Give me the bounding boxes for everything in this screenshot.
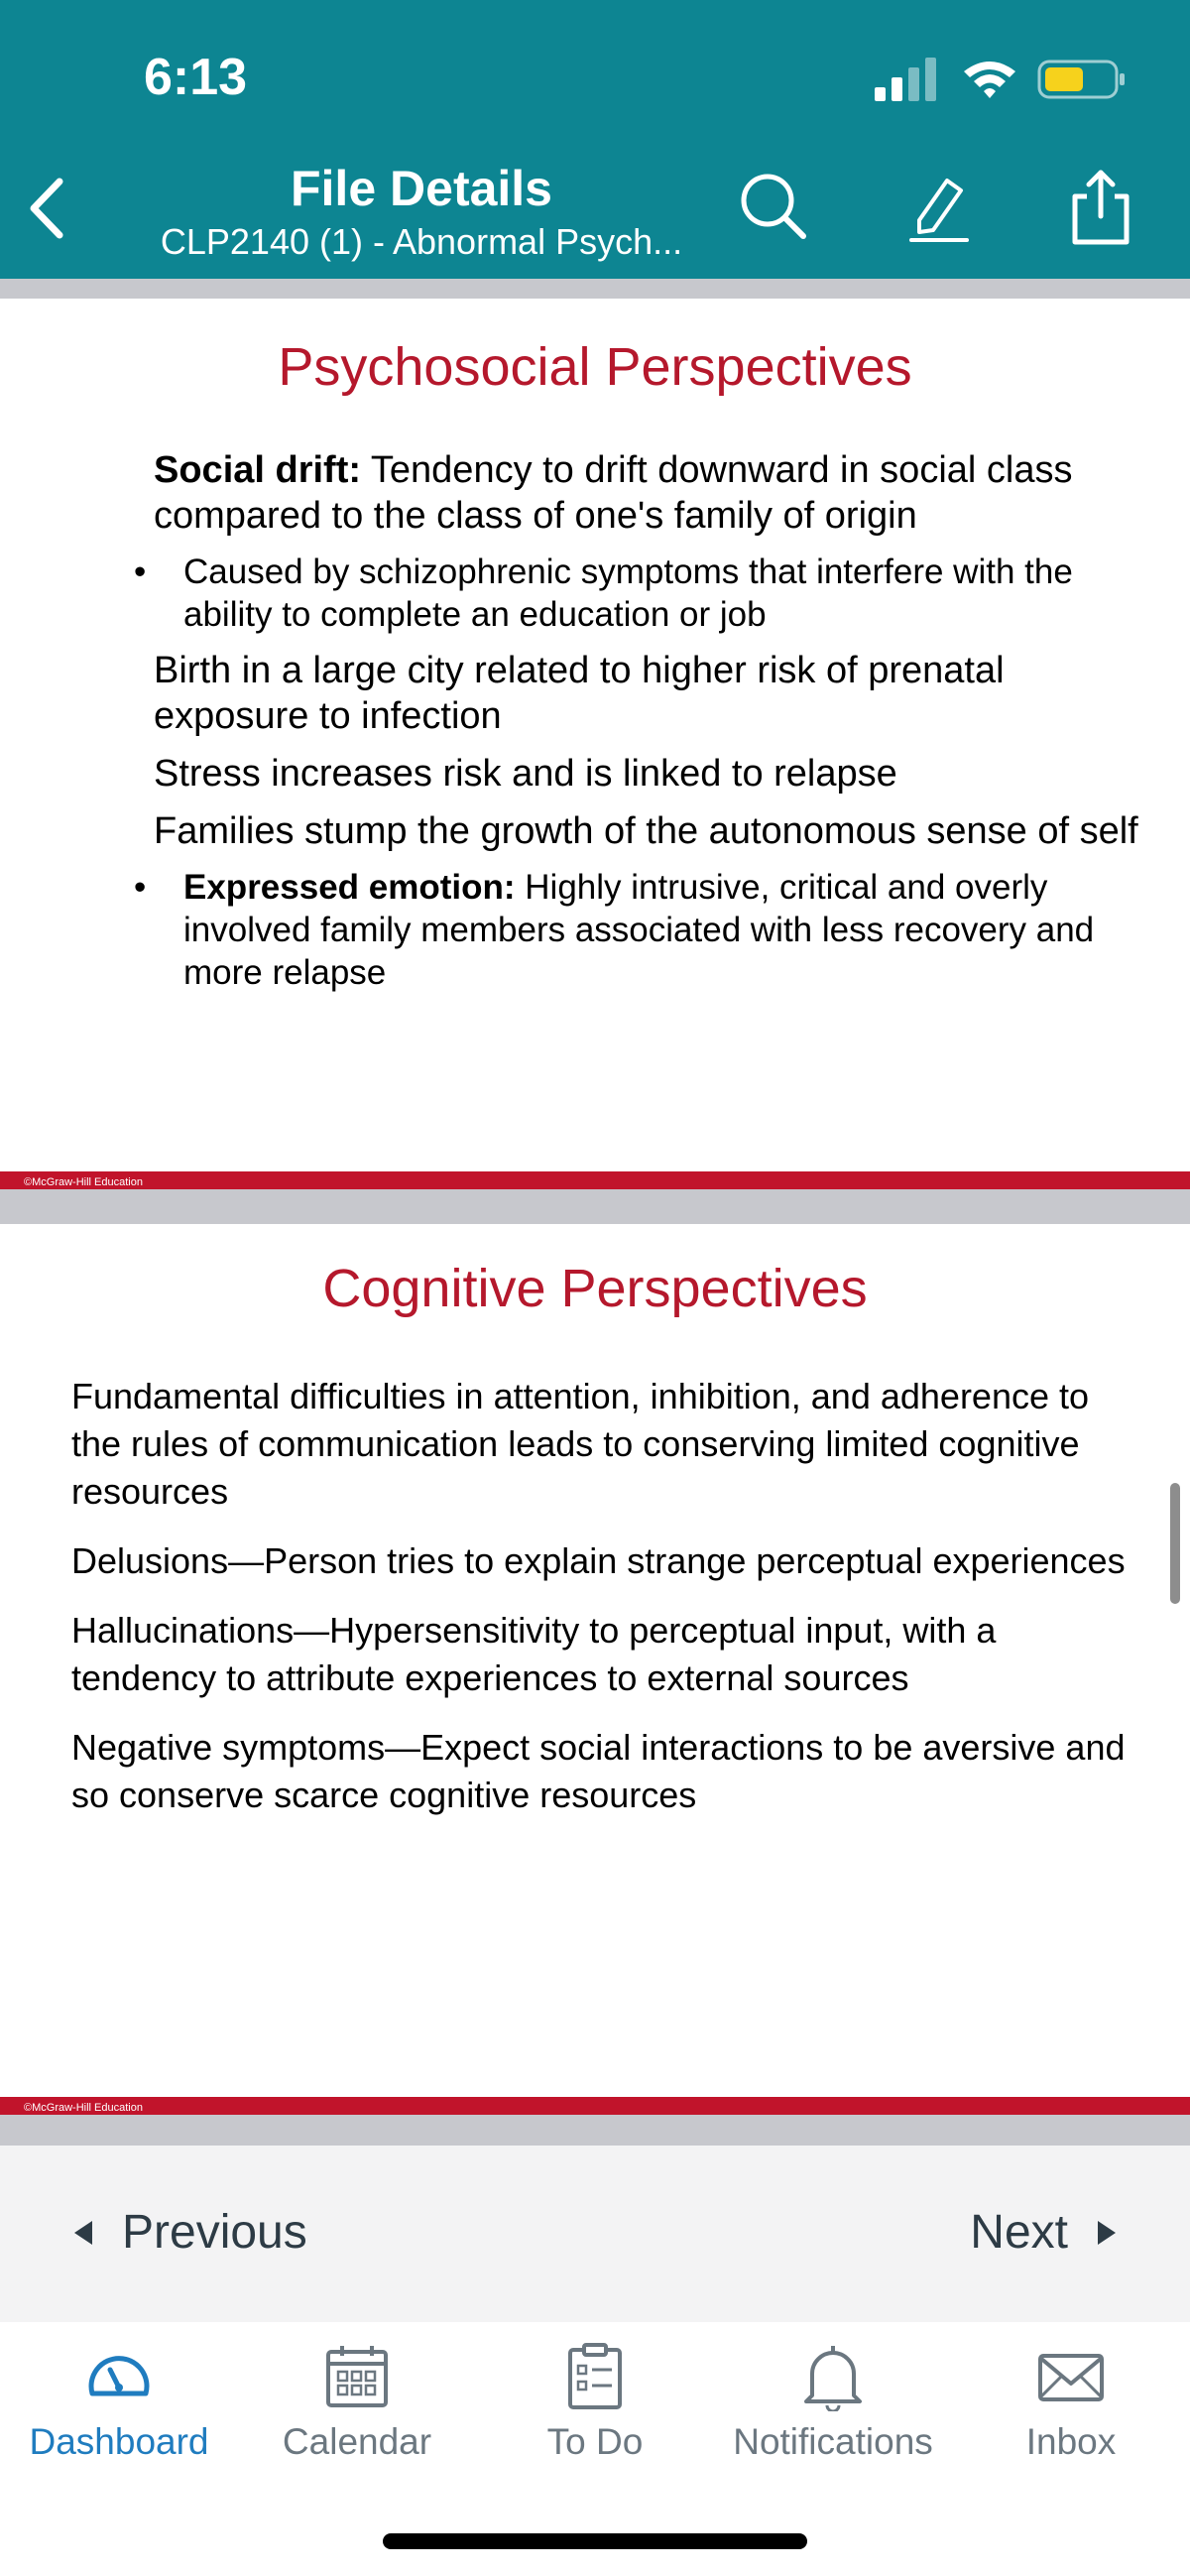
slide-psychosocial	[0, 299, 1190, 1188]
copyright: ©McGraw-Hill Education	[24, 2102, 143, 2114]
annotate-icon[interactable]	[897, 167, 977, 246]
paragraph: Negative symptoms—Expect social interactions to be aversive and so conserve scarce cognitive resources	[71, 1727, 1126, 1815]
slide-body	[71, 1373, 1142, 1841]
slide-cognitive	[0, 1224, 1190, 2114]
tab-inbox[interactable]	[952, 2322, 1190, 2481]
bullet-item	[134, 866, 1145, 994]
slide-body	[134, 447, 1145, 1006]
tab-label: Inbox	[1025, 2421, 1117, 2462]
paragraph: Fundamental difficulties in attention, inhibition, and adherence to the rules of communication leads to conserving limited cognitive resources	[71, 1376, 1090, 1512]
tab-notifications[interactable]	[714, 2322, 952, 2481]
bell-icon	[798, 2342, 868, 2411]
battery-icon	[1037, 60, 1127, 99]
social-drift-paragraph	[154, 447, 1145, 539]
tab-label: To Do	[546, 2421, 644, 2462]
bullet-text: Caused by schizophrenic symptoms that interfere with the ability to complete an education or job	[183, 552, 1073, 634]
back-icon[interactable]	[22, 174, 71, 243]
tab-dashboard[interactable]	[0, 2322, 238, 2481]
tab-bar	[0, 2322, 1190, 2576]
social-drift-term: Social drift:	[154, 449, 362, 491]
app-header	[0, 0, 1190, 279]
slide-footer-bar	[0, 2097, 1190, 2115]
page-title: File Details	[291, 161, 552, 216]
scrollbar-thumb[interactable]	[1170, 1483, 1180, 1604]
previous-label: Previous	[122, 2206, 307, 2259]
title-block	[119, 159, 724, 266]
dashboard-icon	[84, 2342, 154, 2411]
page-subtitle: CLP2140 (1) - Abnormal Psych...	[160, 221, 683, 262]
tab-label: Notifications	[733, 2421, 933, 2462]
caret-right-icon	[1098, 2221, 1116, 2245]
paragraph: Delusions—Person tries to explain strange perceptual experiences	[71, 1540, 1126, 1581]
slide-gap	[0, 2115, 1190, 2146]
expressed-emotion-term: Expressed emotion:	[183, 868, 516, 907]
next-button[interactable]	[970, 2205, 1116, 2260]
status-time: 6:13	[144, 49, 248, 106]
todo-icon	[560, 2342, 630, 2411]
bullet-dot: •	[134, 868, 147, 907]
bullet-text: Highly intrusive, critical and overly involved family members associated with less recovery and more relapse	[183, 868, 1095, 992]
slide-footer-bar	[0, 1171, 1190, 1189]
inbox-icon	[1036, 2342, 1106, 2411]
social-drift-text: Tendency to drift downward in social class compared to the class of one's family of origin	[154, 449, 1073, 537]
tab-todo[interactable]	[476, 2322, 714, 2481]
slide-gap	[0, 279, 1190, 299]
pager	[0, 2146, 1190, 2322]
home-indicator[interactable]	[383, 2533, 807, 2549]
bullet-dot: •	[134, 552, 147, 591]
paragraph: Hallucinations—Hypersensitivity to perceptual input, with a tendency to attribute experiences to external sources	[71, 1610, 997, 1698]
slide-title: Psychosocial Perspectives	[278, 337, 912, 397]
paragraph: Stress increases risk and is linked to relapse	[154, 753, 897, 795]
tab-label: Calendar	[282, 2421, 432, 2462]
slide-title: Cognitive Perspectives	[322, 1259, 868, 1318]
slide-gap	[0, 1189, 1190, 1224]
status-icons	[873, 58, 1130, 101]
previous-button[interactable]	[74, 2205, 307, 2260]
next-label: Next	[970, 2206, 1068, 2259]
signal-icon	[873, 58, 942, 101]
share-icon[interactable]	[1061, 167, 1140, 246]
tab-calendar[interactable]	[238, 2322, 476, 2481]
search-icon[interactable]	[734, 167, 813, 246]
calendar-icon	[322, 2342, 392, 2411]
tab-label: Dashboard	[29, 2421, 209, 2462]
paragraph: Birth in a large city related to higher risk of prenatal exposure to infection	[154, 650, 1005, 737]
paragraph: Families stump the growth of the autonomous sense of self	[154, 810, 1138, 852]
caret-left-icon	[74, 2221, 92, 2245]
copyright: ©McGraw-Hill Education	[24, 1176, 143, 1188]
wifi-icon	[960, 58, 1019, 101]
bullet-item	[134, 551, 1145, 636]
